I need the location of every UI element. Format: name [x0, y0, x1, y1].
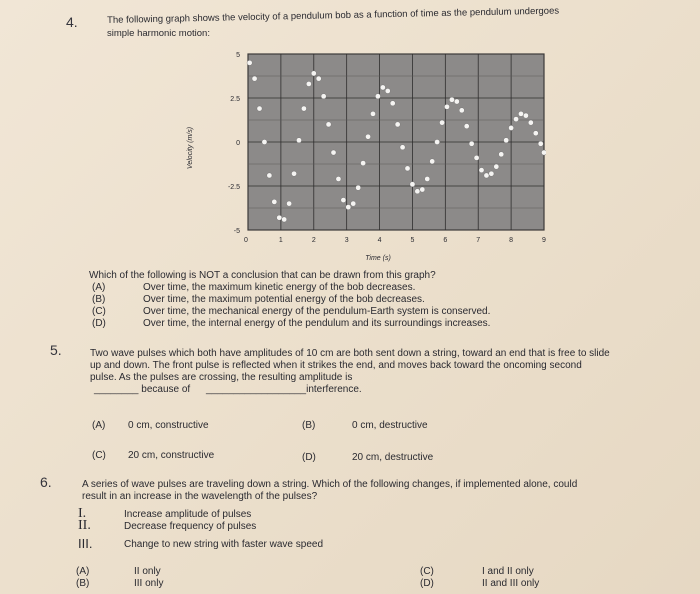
chart-data-point [430, 159, 435, 164]
chart-x-tick-label: 3 [344, 237, 349, 244]
chart-data-point [464, 124, 469, 129]
q6-item-3-numeral: III. [78, 536, 93, 551]
chart-data-point [291, 171, 296, 176]
chart-data-point [380, 85, 385, 90]
chart-data-point [494, 164, 499, 169]
q6-option-b-letter: (B) [76, 578, 90, 589]
q6-item-1-numeral: I. [78, 506, 87, 521]
chart-data-point [484, 173, 489, 178]
chart-data-point [257, 106, 262, 111]
question-5-line1: Two wave pulses which both have amplitudes of 10 cm are both sent down a string, toward an end that is free to slide [90, 348, 610, 359]
chart-y-tick-label: 5 [236, 52, 240, 59]
chart-data-point [282, 217, 287, 222]
q6-option-d-text[interactable]: II and III only [482, 578, 540, 589]
chart-y-tick-label: 2.5 [230, 96, 240, 103]
chart-data-point [504, 138, 509, 143]
question-5-blank-2: __________________interference. [206, 384, 362, 395]
chart-data-point [509, 125, 514, 130]
chart-x-tick-label: 9 [542, 237, 546, 244]
chart-y-tick-label: -5 [233, 228, 240, 235]
chart-x-tick-label: 1 [278, 237, 283, 244]
chart-x-tick-label: 4 [377, 237, 382, 244]
chart-data-point [513, 117, 518, 122]
chart-data-point [356, 185, 361, 190]
chart-data-point [405, 166, 410, 171]
chart-data-point [316, 76, 321, 81]
chart-data-point [541, 150, 546, 155]
chart-data-point [326, 122, 331, 127]
chart-data-point [528, 120, 533, 125]
chart-data-point [311, 71, 316, 76]
q4-option-c-letter: (C) [92, 306, 106, 317]
q6-option-a-letter: (A) [76, 566, 90, 577]
chart-data-point [410, 182, 415, 187]
q4-option-b-letter: (B) [92, 294, 106, 305]
chart-data-point [435, 139, 440, 144]
question-5-line3: pulse. As the pulses are crossing, the resulting amplitude is [90, 372, 353, 383]
chart-data-point [479, 168, 484, 173]
q5-option-a-letter: (A) [92, 420, 106, 431]
chart-data-point [351, 201, 356, 206]
question-5-number: 5. [50, 342, 62, 358]
chart-data-point [499, 152, 504, 157]
question-5-line2: up and down. The front pulse is reflected when it strikes the end, and moves back toward the oncoming second [90, 360, 582, 371]
chart-data-point [296, 138, 301, 143]
q4-option-a-text[interactable]: Over time, the maximum kinetic energy of the bob decreases. [143, 282, 416, 293]
chart-data-point [439, 120, 444, 125]
chart-x-tick-label: 7 [476, 237, 481, 244]
q6-option-c-letter: (C) [420, 566, 434, 577]
chart-data-point [252, 76, 257, 81]
chart-data-point [370, 111, 375, 116]
chart-data-point [321, 94, 326, 99]
chart-data-point [459, 108, 464, 113]
chart-data-point [272, 199, 277, 204]
q6-item-1-text: Increase amplitude of pulses [124, 509, 252, 520]
q6-option-b-text[interactable]: III only [134, 578, 164, 589]
chart-data-point [523, 113, 528, 118]
q4-option-d-letter: (D) [92, 318, 106, 329]
chart-data-point [287, 201, 292, 206]
q6-item-2-numeral: II. [78, 518, 91, 533]
question-4-number: 4. [66, 14, 78, 30]
q5-option-c-letter: (C) [92, 450, 106, 461]
chart-y-tick-label: -2.5 [227, 184, 240, 191]
chart-data-point [449, 97, 454, 102]
chart-data-point [267, 173, 272, 178]
question-4-prompt-line1: The following graph shows the velocity of a pendulum bob as a function of time as the pendulum undergoes [107, 5, 560, 26]
q6-item-2-text: Decrease frequency of pulses [124, 521, 257, 532]
question-4-text: Which of the following is NOT a conclusion that can be drawn from this graph? [89, 270, 436, 281]
velocity-time-chart [186, 48, 546, 298]
chart-data-point [518, 111, 523, 116]
chart-data-point [444, 104, 449, 109]
q4-option-a-letter: (A) [92, 282, 106, 293]
chart-data-point [469, 141, 474, 146]
chart-data-point [395, 122, 400, 127]
q6-option-d-letter: (D) [420, 578, 434, 589]
chart-data-point [365, 134, 370, 139]
chart-data-point [331, 150, 336, 155]
question-6-line1: A series of wave pulses are traveling down a string. Which of the following changes, if implemented alone, could [82, 479, 578, 490]
chart-data-point [420, 187, 425, 192]
q5-option-b-letter: (B) [302, 420, 316, 431]
question-5-blank-1: ________ because of [94, 384, 191, 395]
chart-data-point [306, 81, 311, 86]
chart-data-point [454, 99, 459, 104]
q5-option-d-letter: (D) [302, 452, 316, 463]
q4-option-c-text[interactable]: Over time, the mechanical energy of the pendulum-Earth system is conserved. [143, 306, 491, 317]
chart-data-point [425, 176, 430, 181]
chart-x-axis-label: Time (s) [365, 255, 391, 262]
chart-x-tick-label: 2 [311, 237, 316, 244]
chart-x-tick-label: 8 [509, 237, 514, 244]
q5-option-d-text[interactable]: 20 cm, destructive [352, 452, 434, 463]
chart-data-point [336, 176, 341, 181]
chart-data-point [415, 189, 420, 194]
chart-data-point [400, 145, 405, 150]
chart-data-point [301, 106, 306, 111]
velocity-time-chart-svg [186, 48, 546, 298]
question-6-number: 6. [40, 474, 52, 490]
q4-option-d-text[interactable]: Over time, the internal energy of the pendulum and its surroundings increases. [143, 318, 491, 329]
chart-x-tick-label: 6 [443, 237, 448, 244]
q5-option-a-text[interactable]: 0 cm, constructive [128, 420, 209, 431]
question-6-line2: result in an increase in the wavelength of the pulses? [82, 491, 318, 502]
chart-data-point [341, 197, 346, 202]
chart-data-point [474, 155, 479, 160]
chart-data-point [346, 205, 351, 210]
chart-x-tick-label: 5 [410, 237, 415, 244]
chart-data-point [262, 139, 267, 144]
chart-data-point [385, 88, 390, 93]
chart-x-tick-label: 0 [244, 237, 248, 244]
chart-data-point [390, 101, 395, 106]
chart-y-tick-label: 0 [236, 140, 240, 147]
chart-data-point [538, 141, 543, 146]
chart-data-point [489, 171, 494, 176]
chart-data-point [375, 94, 380, 99]
chart-y-axis-label: Velocity (m/s) [187, 126, 194, 170]
q6-option-a-text[interactable]: II only [134, 566, 161, 577]
chart-data-point [361, 161, 366, 166]
chart-data-point [277, 215, 282, 220]
q5-option-b-text[interactable]: 0 cm, destructive [352, 420, 428, 431]
q6-option-c-text[interactable]: I and II only [482, 566, 534, 577]
q4-option-b-text[interactable]: Over time, the maximum potential energy of the bob decreases. [143, 294, 425, 305]
chart-data-point [533, 131, 538, 136]
chart-data-point [247, 60, 252, 65]
question-4-prompt-line2: simple harmonic motion: [107, 28, 210, 39]
q5-option-c-text[interactable]: 20 cm, constructive [128, 450, 215, 461]
q6-item-3-text: Change to new string with faster wave speed [124, 539, 323, 550]
